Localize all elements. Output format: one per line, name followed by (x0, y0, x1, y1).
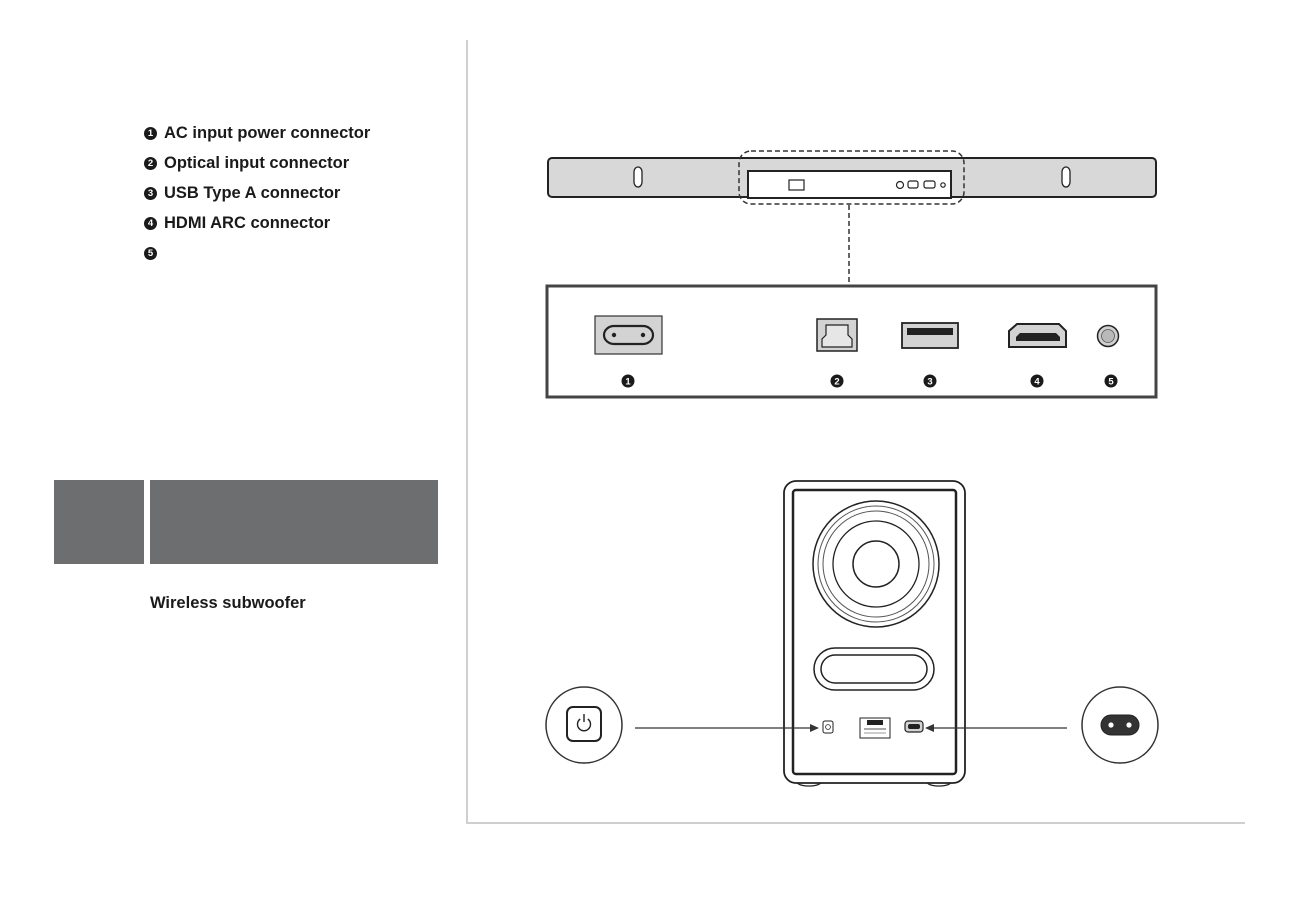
legend-label: USB Type A connector (164, 183, 341, 202)
legend-number: 3 (144, 187, 157, 200)
legend-number: 4 (144, 217, 157, 230)
subwoofer-heading: Wireless subwoofer (150, 594, 306, 612)
soundbar-back-view (548, 151, 1156, 285)
port-number-text: 4 (1034, 376, 1040, 388)
legend-number: 2 (144, 157, 157, 170)
port-number-2 (831, 375, 844, 388)
ac-socket-icon (1082, 687, 1158, 763)
port-number-text: 1 (625, 376, 631, 388)
legend-number: 1 (144, 127, 157, 140)
port-number-text: 5 (1108, 376, 1114, 388)
port-number-5 (1105, 375, 1118, 388)
mount-hole-icon (1062, 167, 1070, 187)
legend-label: AC input power connector (164, 123, 371, 142)
legend-label: HDMI ARC connector (164, 213, 331, 232)
power-button-icon (546, 687, 622, 763)
ac-input-port-icon (595, 316, 662, 354)
subwoofer-back-view (635, 481, 1067, 786)
hdmi-port-icon (1009, 324, 1066, 347)
bass-port (814, 648, 934, 690)
mount-hole-icon (634, 167, 642, 187)
subwoofer-driver (813, 501, 939, 627)
port-number-3 (924, 375, 937, 388)
audio-jack-icon (1098, 326, 1119, 347)
port-panel (547, 286, 1156, 397)
usb-port-icon (902, 323, 958, 348)
port-number-4 (1031, 375, 1044, 388)
legend-label: Optical input connector (164, 153, 350, 172)
port-number-text: 2 (834, 376, 840, 388)
legend-number: 5 (144, 247, 157, 260)
port-number-text: 3 (927, 376, 933, 388)
port-number-1 (622, 375, 635, 388)
optical-port-icon (817, 319, 857, 351)
